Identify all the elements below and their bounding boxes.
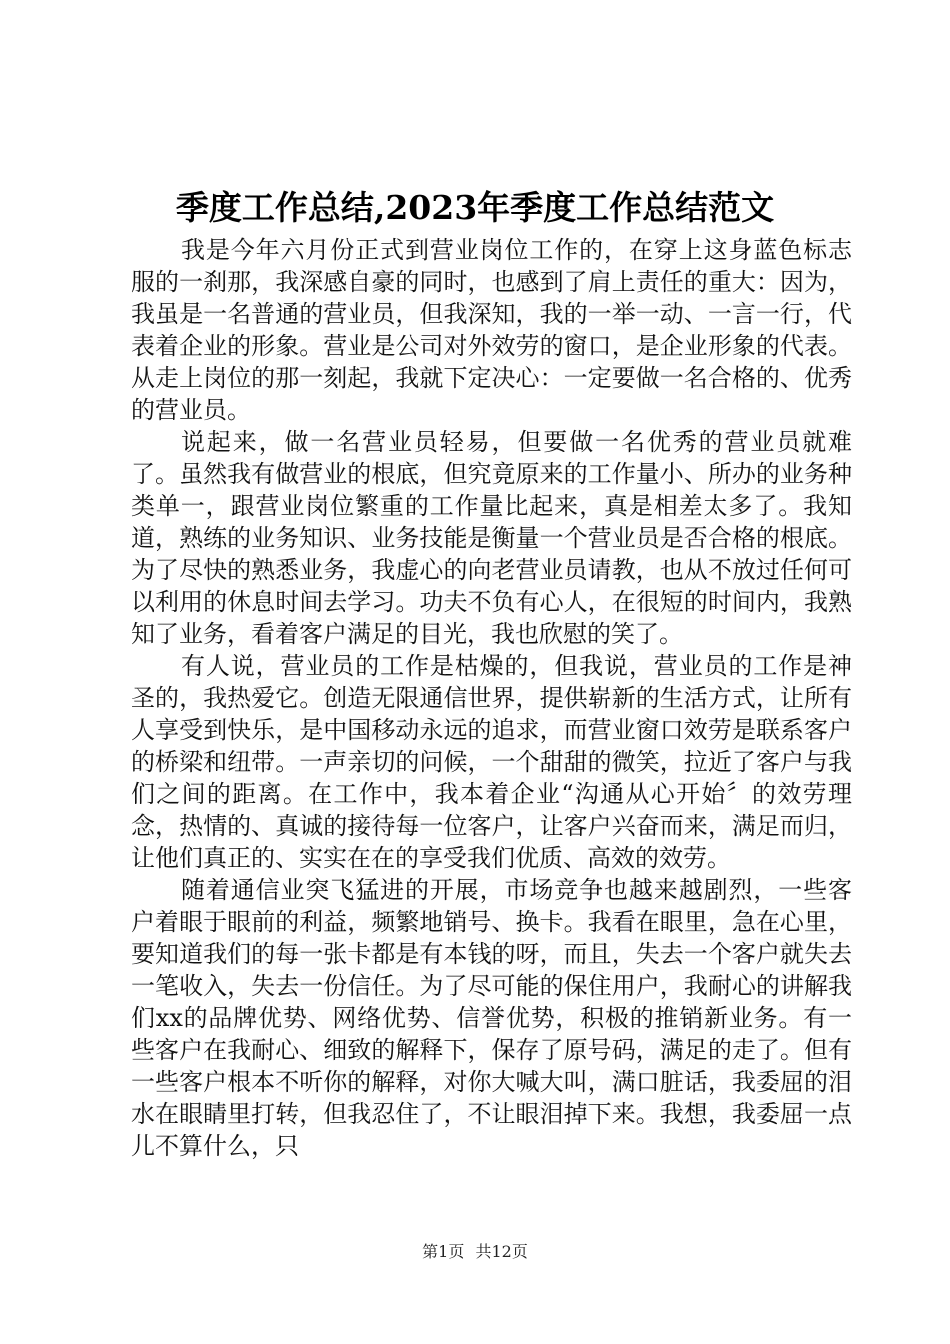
paragraph: 有人说，营业员的工作是枯燥的，但我说，营业员的工作是神圣的，我热爱它。创造无限通信世界，提供崭新的生活方式，让所有人享受到快乐，是中国移动永远的追求，而营业窗口效劳是联系客户的桥梁和纽带。一声亲切的问候，一个甜甜的微笑，拉近了客户与我们之间的距离。在工作中，我本着企业“沟通从心开始〞的效劳理念，热情的、真诚的接待每一位客户，让客户兴奋而来，满足而归，让他们真正的、实实在在的享受我们优质、高效的效劳。	[131, 652, 852, 872]
page-footer	[0, 1240, 950, 1264]
page-total: 共12页	[475, 1242, 528, 1261]
page-number: 第1页	[422, 1242, 465, 1261]
document-body	[131, 234, 852, 1162]
paragraph: 我是今年六月份正式到营业岗位工作的，在穿上这身蓝色标志服的一刹那，我深感自豪的同时，也感到了肩上责任的重大：因为，我虽是一名普通的营业员，但我深知，我的一举一动、一言一行，代表着企业的形象。营业是公司对外效劳的窗口，是企业形象的代表。从走上岗位的那一刻起，我就下定决心：一定要做一名合格的、优秀的营业员。	[131, 236, 852, 424]
paragraph: 随着通信业突飞猛进的开展，市场竞争也越来越剧烈，一些客户着眼于眼前的利益，频繁地销号、换卡。我看在眼里，急在心里，要知道我们的每一张卡都是有本钱的呀，而且，失去一个客户就失去一笔收入，失去一份信任。为了尽可能的保住用户，我耐心的讲解我们xx的品牌优势、网络优势、信誉优势，积极的推销新业务。有一些客户在我耐心、细致的解释下，保存了原号码，满足的走了。但有一些客户根本不听你的解释，对你大喊大叫，满口脏话，我委屈的泪水在眼睛里打转，但我忍住了，不让眼泪掉下来。我想，我委屈一点儿不算什么，只	[131, 876, 852, 1160]
paragraph: 说起来，做一名营业员轻易，但要做一名优秀的营业员就难了。虽然我有做营业的根底，但究竟原来的工作量小、所办的业务种类单一，跟营业岗位繁重的工作量比起来，真是相差太多了。我知道，熟练的业务知识、业务技能是衡量一个营业员是否合格的根底。为了尽快的熟悉业务，我虚心的向老营业员请教，也从不放过任何可以利用的休息时间去学习。功夫不负有心人，在很短的时间内，我熟知了业务，看着客户满足的目光，我也欣慰的笑了。	[131, 428, 852, 648]
document-title: 季度工作总结,2023年季度工作总结范文	[175, 188, 775, 227]
